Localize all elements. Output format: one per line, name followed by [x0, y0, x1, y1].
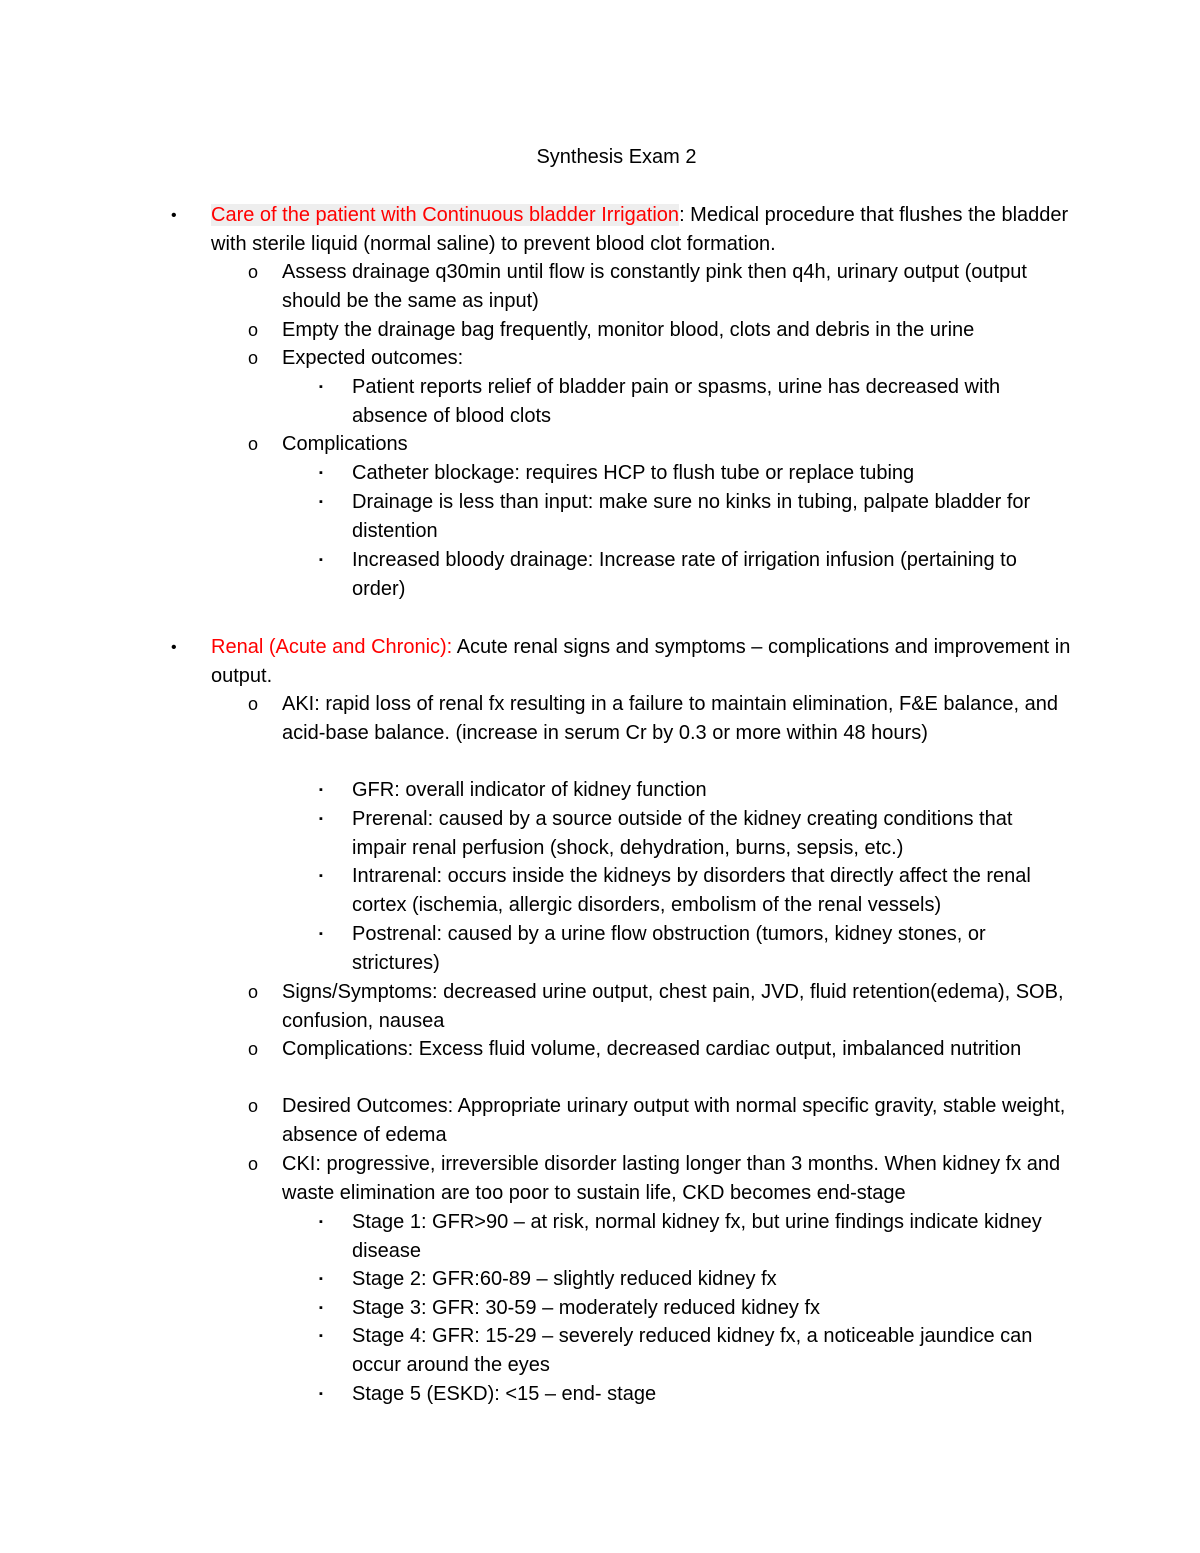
bullet-marker: o: [248, 348, 259, 368]
list-item-text: Intrarenal: occurs inside the kidneys by disorders that directly affect the renal cortex (ischemia, allergic disorders, embolism of the renal vessels): [352, 865, 1031, 916]
list-item-text: Empty the drainage bag frequently, monitor blood, clots and debris in the urine: [282, 319, 975, 341]
list-item: [319, 373, 1072, 431]
section-label: Renal (Acute and Chronic):: [211, 636, 453, 658]
list-item-text: Expected outcomes:: [282, 347, 464, 369]
list-item: [248, 258, 1072, 316]
bullet-marker: o: [248, 1154, 259, 1174]
list-item: [248, 690, 1072, 748]
bullet-marker: ▪: [319, 1302, 323, 1314]
list-item-text: Drainage is less than input: make sure no kinks in tubing, palpate bladder for distention: [352, 491, 1031, 542]
list-item-text: Stage 2: GFR:60-89 – slightly reduced kidney fx: [352, 1268, 777, 1290]
list-item: [319, 1294, 1072, 1323]
list-item-text: CKI: progressive, irreversible disorder lasting longer than 3 months. When kidney fx and waste elimination are too poor to sustain life, CKD becomes end-stage: [282, 1153, 1061, 1204]
list-item-text: Increased bloody drainage: Increase rate of irrigation infusion (pertaining to order): [352, 549, 1017, 600]
list-item: [248, 316, 1072, 345]
list-item: [319, 805, 1072, 863]
bullet-marker: o: [248, 694, 259, 714]
bullet-marker: o: [248, 320, 259, 340]
list-item: [319, 488, 1072, 546]
bullet-marker: ▪: [319, 813, 323, 825]
bullet-marker: ▪: [319, 928, 323, 940]
list-item-text: GFR: overall indicator of kidney function: [352, 779, 707, 801]
list-item: [248, 344, 1072, 373]
list-item-text: Patient reports relief of bladder pain or spasms, urine has decreased with absence of blood clots: [352, 376, 1001, 427]
list-item: [248, 1092, 1072, 1150]
bullet-marker: ▪: [319, 1388, 323, 1400]
list-item: [319, 1380, 1072, 1409]
document-title: Synthesis Exam 2: [536, 146, 697, 168]
list-item: [248, 430, 1072, 459]
list-item-text: Stage 3: GFR: 30-59 – moderately reduced kidney fx: [352, 1297, 821, 1319]
list-item: [319, 776, 1072, 805]
bullet-marker: o: [248, 1096, 259, 1116]
bullet-marker: ▪: [319, 554, 323, 566]
section-text: : Medical procedure that flushes the bladder with sterile liquid (normal saline) to prevent blood clot formation.: [211, 204, 1069, 255]
bullet-marker: ▪: [319, 467, 323, 479]
list-item-text: Complications: [282, 433, 408, 455]
list-item-text: Stage 1: GFR>90 – at risk, normal kidney fx, but urine findings indicate kidney disease: [352, 1211, 1042, 1262]
list-item: [319, 546, 1072, 604]
list-item-text: AKI: rapid loss of renal fx resulting in a failure to maintain elimination, F&E balance, and acid-base balance. (increase in serum Cr by 0.3 or more within 48 hours): [282, 693, 1058, 744]
list-item: [248, 978, 1072, 1036]
list-item: [319, 459, 1072, 488]
list-item: [248, 1150, 1072, 1208]
list-item-text: Stage 4: GFR: 15-29 – severely reduced kidney fx, a noticeable jaundice can occur around the eyes: [352, 1325, 1033, 1376]
list-item-text: Prerenal: caused by a source outside of the kidney creating conditions that impair renal perfusion (shock, dehydration, burns, sepsis, etc.): [352, 808, 1013, 859]
list-item: [319, 1208, 1072, 1266]
list-item: [319, 920, 1072, 978]
bullet-marker: o: [248, 434, 259, 454]
list-item-text: Catheter blockage: requires HCP to flush tube or replace tubing: [352, 462, 915, 484]
bullet-marker: ▪: [319, 784, 323, 796]
list-item-text: Desired Outcomes: Appropriate urinary output with normal specific gravity, stable weight, absence of edema: [282, 1095, 1066, 1146]
list-item: [248, 1035, 1072, 1064]
bullet-marker: ▪: [319, 1330, 323, 1342]
list-item: [319, 862, 1072, 920]
bullet-marker: o: [248, 982, 259, 1002]
list-item-text: Stage 5 (ESKD): <15 – end- stage: [352, 1383, 657, 1405]
section-renal: [171, 633, 1071, 691]
section-care-bladder-irrigation: [171, 201, 1071, 259]
list-item-text: Signs/Symptoms: decreased urine output, chest pain, JVD, fluid retention(edema), SOB, confusion, nausea: [282, 981, 1064, 1032]
section-text: Acute renal signs and symptoms – complications and improvement in output.: [211, 636, 1071, 687]
bullet-marker: ▪: [319, 381, 323, 393]
list-item-text: Assess drainage q30min until flow is constantly pink then q4h, urinary output (output should be the same as input): [282, 261, 1027, 312]
bullet-marker: o: [248, 1039, 259, 1059]
section-label: Care of the patient with Continuous bladder Irrigation: [211, 204, 680, 226]
list-item-text: Complications: Excess fluid volume, decreased cardiac output, imbalanced nutrition: [282, 1038, 1022, 1060]
bullet-marker: ▪: [319, 1216, 323, 1228]
bullet-marker: •: [171, 639, 177, 656]
list-item: [319, 1322, 1072, 1380]
list-item: [319, 1265, 1072, 1294]
bullet-marker: ▪: [319, 496, 323, 508]
list-item-text: Postrenal: caused by a urine flow obstruction (tumors, kidney stones, or strictures): [352, 923, 986, 974]
bullet-marker: ▪: [319, 870, 323, 882]
bullet-marker: o: [248, 262, 259, 282]
bullet-marker: ▪: [319, 1273, 323, 1285]
bullet-marker: •: [171, 207, 177, 224]
